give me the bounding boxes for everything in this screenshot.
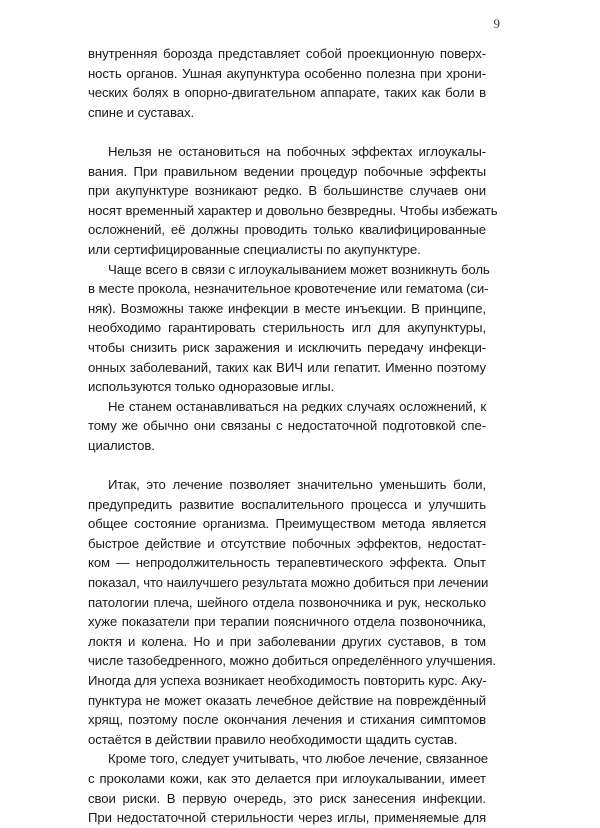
text-line: локтя и колена. Но и при заболевании других суставов, в том — [88, 633, 486, 649]
paragraph-side-effects — [88, 142, 498, 260]
text-line: вания. При правильном ведении процедур побочные эффекты — [88, 163, 486, 179]
text-line: Не станем останавливаться на редких случаях осложнений, к — [108, 398, 486, 414]
text-line: осложнений, её должны проводить только квалифицированные — [88, 222, 486, 238]
text-line: числе тазобедренного, можно добиться определённого улучшения. — [88, 653, 496, 669]
text-line: ческих болях в опорно-двигательном аппарате, таких как боли в — [88, 85, 486, 101]
paragraph-risks — [88, 749, 489, 827]
paragraph-treatment-benefits — [88, 475, 496, 749]
text-line: спине и суставах. — [88, 104, 195, 120]
text-line: няк). Возможны также инфекции в месте инъекции. В принципе, — [88, 300, 486, 316]
paragraph-auricular-summary — [88, 44, 486, 122]
text-line: быстрое действие и отсутствие побочных эффектов, недостат- — [88, 535, 486, 551]
text-line: Нельзя не остановиться на побочных эффектах иглоукалы- — [108, 143, 486, 159]
text-line: Иногда для успеха возникает необходимость повторить курс. Аку- — [88, 673, 487, 688]
text-line: или сертифицированные специалисты по акупунктуре. — [88, 241, 421, 257]
paragraph-rare-complications — [88, 397, 486, 456]
text-line: онных заболеваний, таких как ВИЧ или гепатит. Именно поэтому — [88, 359, 486, 375]
text-line: с проколами кожи, как это делается при иглоукалывании, имеет — [88, 770, 486, 786]
text-line: необходимо гарантировать стерильность игл для акупунктуры, — [88, 320, 486, 336]
paragraph-common-complications — [88, 260, 490, 397]
text-line: показал, что наилучшего результата можно добиться при лечении — [88, 575, 489, 591]
text-line: пунктура не может оказать лечебное действие на повреждённый — [88, 692, 486, 708]
page-body — [88, 44, 498, 828]
text-line: используются только одноразовые иглы. — [88, 379, 335, 395]
text-line: Кроме того, следует учитывать, что любое лечение, связанное — [108, 751, 489, 767]
text-line: свои риски. В первую очередь, это риск занесения инфекции. — [88, 790, 486, 806]
text-line: тому же обычно они связаны с недостаточной подготовкой спе- — [88, 418, 486, 434]
text-line: Чаще всего в связи с иглоукалыванием может возникнуть боль — [108, 261, 490, 277]
text-line: общее состояние организма. Преимуществом метода является — [88, 516, 486, 532]
text-line: носят временный характер и довольно безвредны. Чтобы избежать — [88, 202, 498, 218]
paragraph-gap — [88, 122, 486, 142]
text-line: ком — непродолжительность терапевтического эффекта. Опыт — [88, 555, 486, 571]
text-line: внутренняя борозда представляет собой проекционную поверх- — [88, 46, 486, 61]
page-number: 9 — [493, 16, 500, 31]
text-line: при акупунктуре возникают редко. В большинстве случаев они — [88, 183, 486, 199]
text-line: хуже показатели при терапии поясничного отдела позвоночника, — [88, 614, 486, 630]
text-line: ность органов. Ушная акупунктура особенно полезна при хрони- — [88, 65, 486, 81]
text-line: чтобы снизить риск заражения и исключить передачу инфекци- — [88, 339, 486, 355]
text-line: Итак, это лечение позволяет значительно уменьшить боли, — [108, 477, 486, 493]
text-line: хрящ, поэтому после окончания лечения и стихания симптомов — [88, 712, 486, 728]
text-line: в месте прокола, незначительное кровотечение или гематома (си- — [88, 281, 489, 297]
text-line: предупредить развитие воспалительного процесса и улучшить — [88, 496, 486, 512]
text-line: остаётся в действии правило необходимости щадить сустав. — [88, 731, 458, 747]
text-line: При недостаточной стерильности через иглы, применяемые для — [88, 810, 486, 826]
paragraph-gap — [88, 455, 486, 475]
text-line: циалистов. — [88, 437, 155, 453]
text-line: патологии плеча, шейного отдела позвоночника и рук, несколько — [88, 594, 486, 610]
